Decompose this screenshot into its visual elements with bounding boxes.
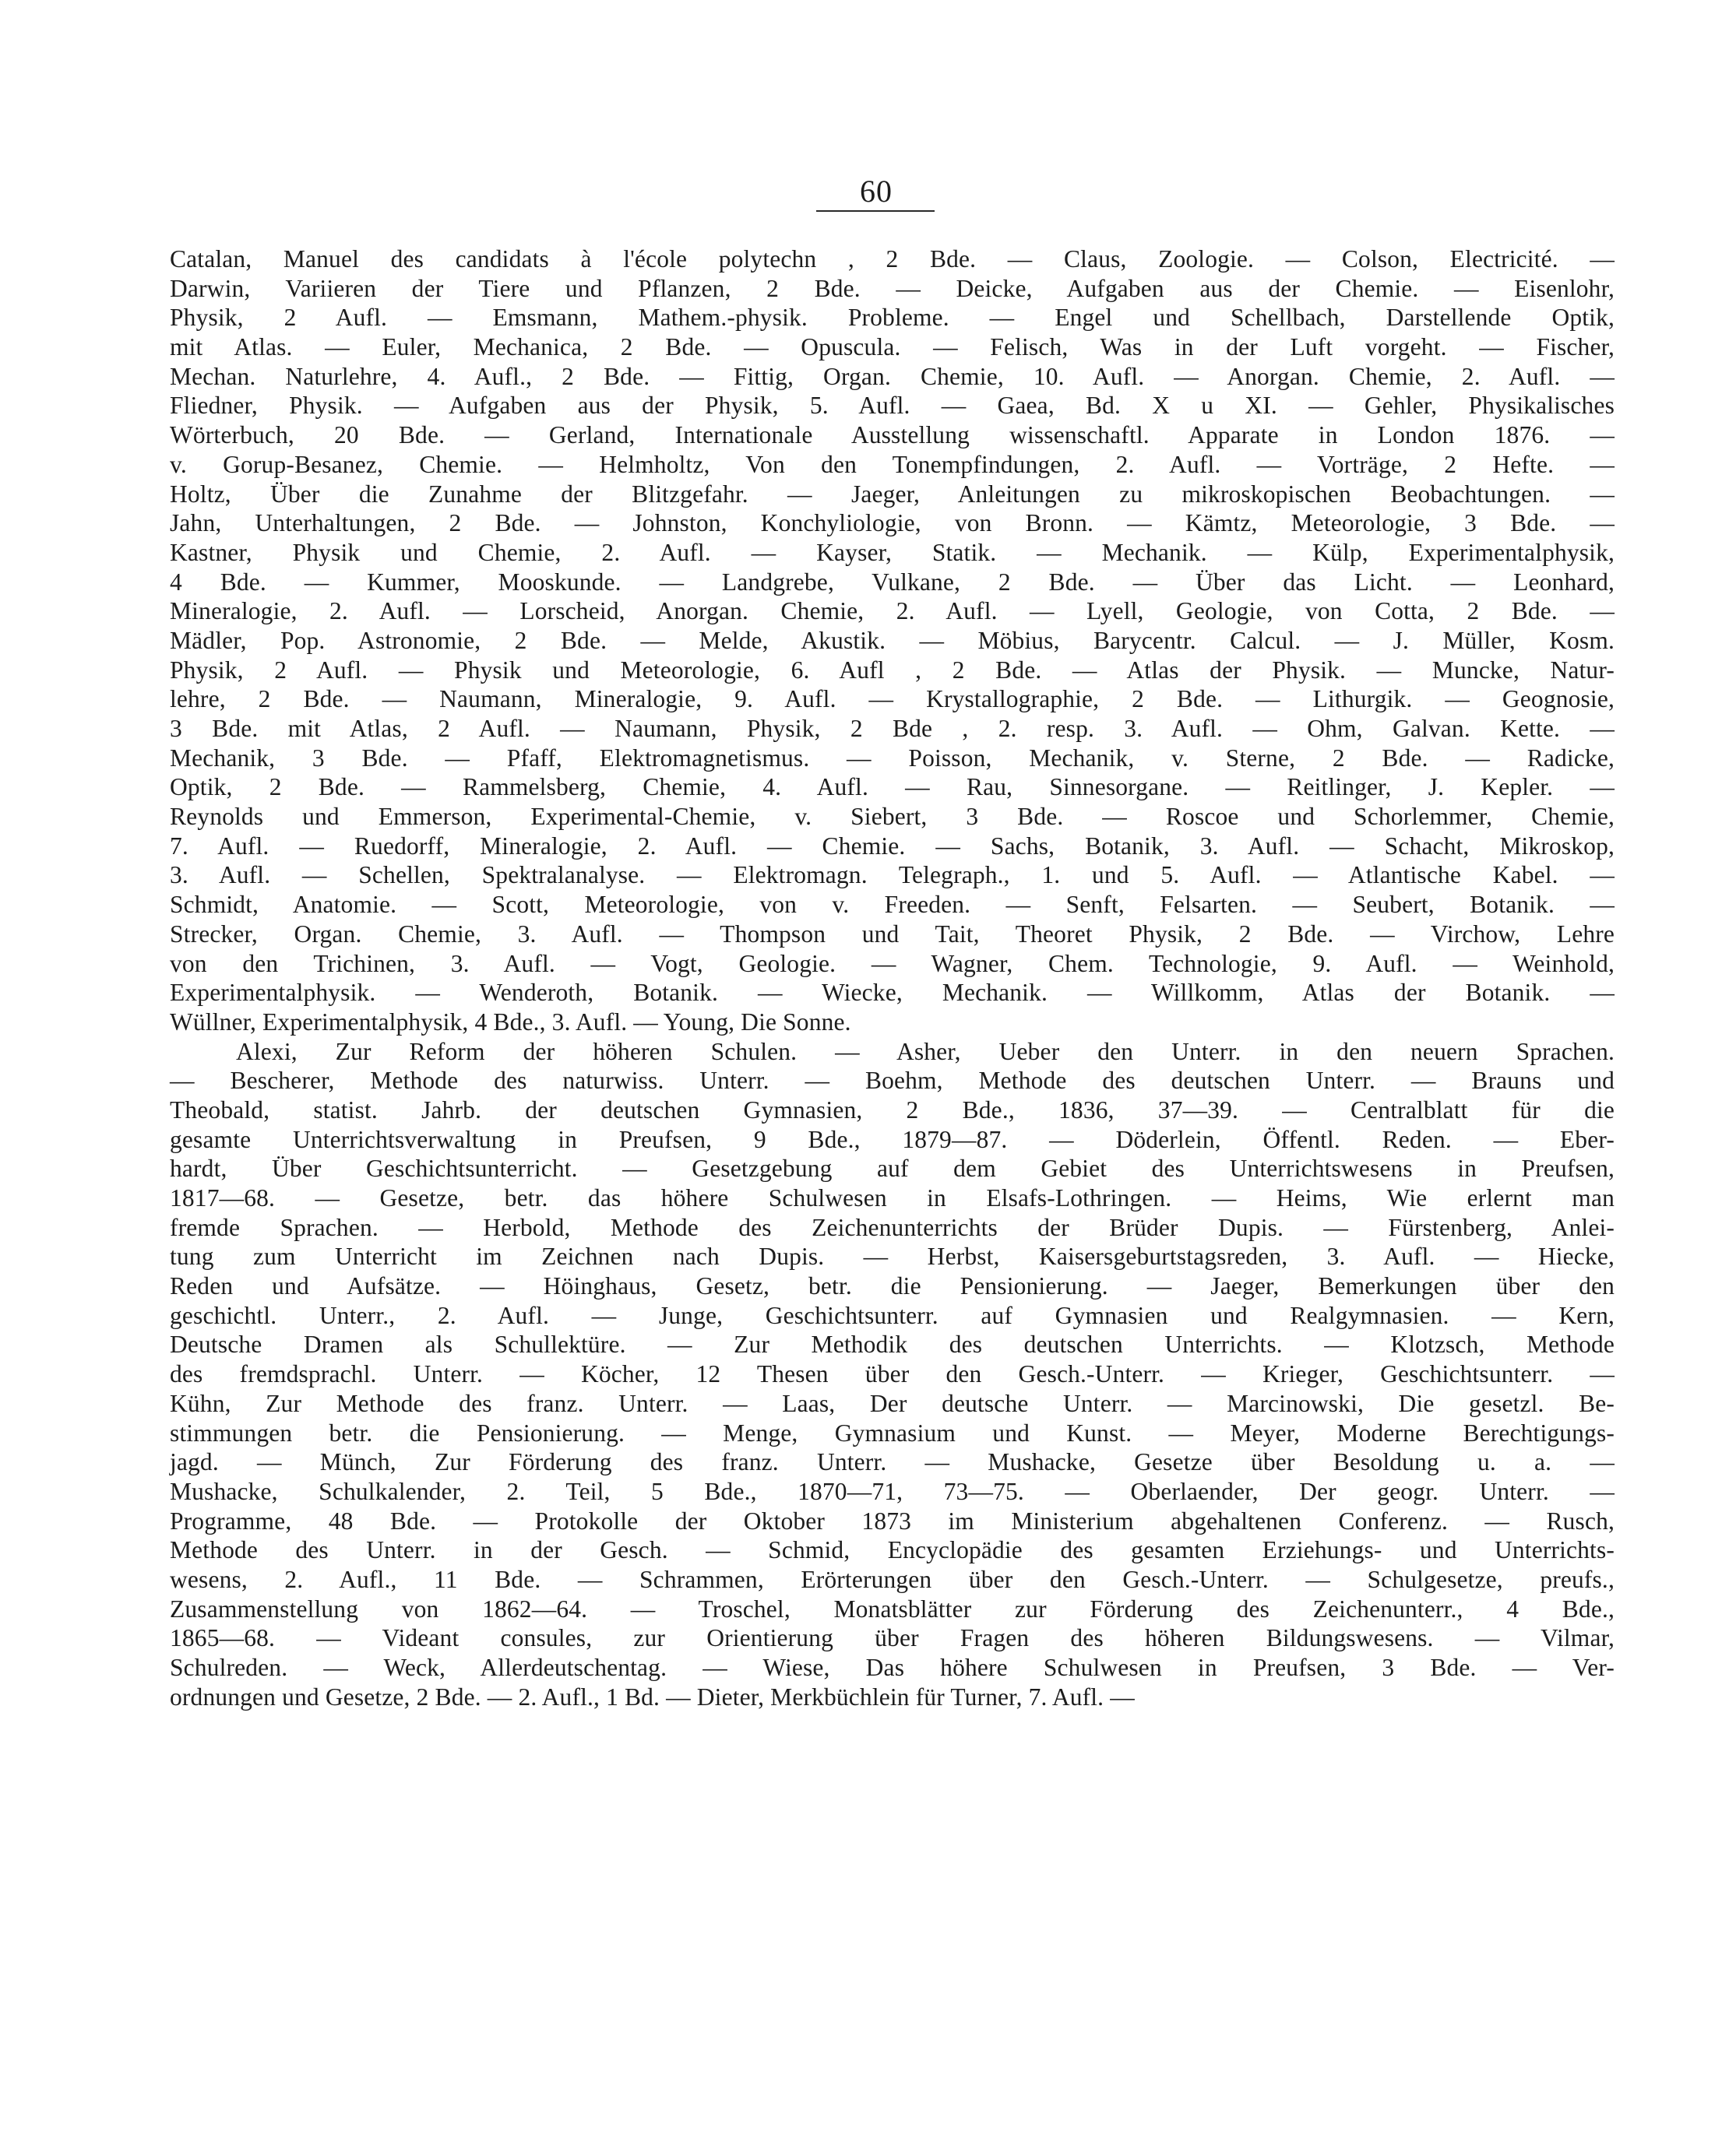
text-line: Mädler, Pop. Astronomie, 2 Bde. — Melde, Akustik. — Möbius, Barycentr. Calcul. — J. Müller, Kosm. — [170, 626, 1615, 654]
text-line: ordnungen und Gesetze, 2 Bde. — 2. Aufl., 1 Bd. — Dieter, Merkbüchlein für Turner, 7. Aufl. — — [170, 1683, 1135, 1711]
text-line: hardt, Über Geschichtsunterricht. — Gesetzgebung auf dem Gebiet des Unterrichtswesens in Preufsen, — [170, 1155, 1615, 1183]
text-line: v. Gorup-Besanez, Chemie. — Helmholtz, Von den Tonempfindungen, 2. Aufl. — Vorträge, 2 Hefte. — — [170, 450, 1615, 478]
text-line: fremde Sprachen. — Herbold, Methode des Zeichenunterrichts der Brüder Dupis. — Fürstenberg, Anlei- — [170, 1213, 1615, 1241]
text-line: von den Trichinen, 3. Aufl. — Vogt, Geologie. — Wagner, Chem. Technologie, 9. Aufl. — Weinhold, — [170, 949, 1615, 977]
text-line: tung zum Unterricht im Zeichnen nach Dupis. — Herbst, Kaisersgeburtstagsreden, 3. Aufl. — Hiecke, — [170, 1243, 1615, 1271]
text-line: lehre, 2 Bde. — Naumann, Mineralogie, 9. Aufl. — Krystallographie, 2 Bde. — Lithurgik. — Geognosie, — [170, 685, 1615, 713]
text-line: Mechan. Naturlehre, 4. Aufl., 2 Bde. — Fittig, Organ. Chemie, 10. Aufl. — Anorgan. Chemie, 2. Aufl. — — [170, 362, 1615, 390]
text-line: des fremdsprachl. Unterr. — Köcher, 12 Thesen über den Gesch.-Unterr. — Krieger, Geschichtsunterr. — — [170, 1360, 1615, 1388]
text-line: Strecker, Organ. Chemie, 3. Aufl. — Thompson und Tait, Theoret Physik, 2 Bde. — Virchow, Lehre — [170, 920, 1615, 948]
text-line: Physik, 2 Aufl. — Emsmann, Mathem.-physik. Probleme. — Engel und Schellbach, Darstellende Optik, — [170, 304, 1615, 332]
text-line: mit Atlas. — Euler, Mechanica, 2 Bde. — Opuscula. — Felisch, Was in der Luft vorgeht. — Fischer, — [170, 333, 1615, 361]
text-line: 1817—68. — Gesetze, betr. das höhere Schulwesen in Elsafs-Lothringen. — Heims, Wie erlernt man — [170, 1184, 1615, 1212]
text-line: wesens, 2. Aufl., 11 Bde. — Schrammen, Erörterungen über den Gesch.-Unterr. — Schulgesetze, preufs., — [170, 1565, 1615, 1593]
text-line: Wörterbuch, 20 Bde. — Gerland, Internationale Ausstellung wissenschaftl. Apparate in London 1876. — — [170, 421, 1615, 449]
paragraph-physics-and-science — [170, 244, 1615, 1037]
text-line: Experimentalphysik. — Wenderoth, Botanik. — Wiecke, Mechanik. — Willkomm, Atlas der Botanik. — — [170, 979, 1615, 1007]
text-line: jagd. — Münch, Zur Förderung des franz. Unterr. — Mushacke, Gesetze über Besoldung u. a. — — [170, 1448, 1615, 1476]
text-line: Optik, 2 Bde. — Rammelsberg, Chemie, 4. Aufl. — Rau, Sinnesorgane. — Reitlinger, J. Kepler. — — [170, 773, 1615, 801]
text-line: Physik, 2 Aufl. — Physik und Meteorologie, 6. Aufl , 2 Bde. — Atlas der Physik. — Muncke, Natur- — [170, 656, 1615, 684]
text-line: Catalan, Manuel des candidats à l'école polytechn , 2 Bde. — Claus, Zoologie. — Colson, Electricité. — — [170, 245, 1615, 273]
text-line: Holtz, Über die Zunahme der Blitzgefahr. — Jaeger, Anleitungen zu mikroskopischen Beobachtungen. — — [170, 480, 1615, 508]
text-line: Zusammenstellung von 1862—64. — Troschel, Monatsblätter zur Förderung des Zeichenunterr., 4 Bde., — [170, 1595, 1615, 1623]
text-line: — Bescherer, Methode des naturwiss. Unterr. — Boehm, Methode des deutschen Unterr. — Brauns und — [170, 1067, 1615, 1095]
text-line: Mineralogie, 2. Aufl. — Lorscheid, Anorgan. Chemie, 2. Aufl. — Lyell, Geologie, von Cotta, 2 Bde. — — [170, 597, 1615, 625]
text-line: Theobald, statist. Jahrb. der deutschen Gymnasien, 2 Bde., 1836, 37—39. — Centralblatt für die — [170, 1096, 1615, 1124]
text-line: Methode des Unterr. in der Gesch. — Schmid, Encyclopädie des gesamten Erziehungs- und Unterrichts- — [170, 1536, 1615, 1564]
page-number: 60 — [860, 174, 893, 209]
text-line: gesamte Unterrichtsverwaltung in Preufsen, 9 Bde., 1879—87. — Döderlein, Öffentl. Reden. — Eber- — [170, 1125, 1615, 1153]
text-line: 3. Aufl. — Schellen, Spektralanalyse. — Elektromagn. Telegraph., 1. und 5. Aufl. — Atlantische Kabel. — — [170, 861, 1615, 889]
text-line: stimmungen betr. die Pensionierung. — Menge, Gymnasium und Kunst. — Meyer, Moderne Berechtigungs- — [170, 1419, 1615, 1447]
text-line: Reden und Aufsätze. — Höinghaus, Gesetz, betr. die Pensionierung. — Jaeger, Bemerkungen über den — [170, 1272, 1615, 1300]
text-line: 3 Bde. mit Atlas, 2 Aufl. — Naumann, Physik, 2 Bde , 2. resp. 3. Aufl. — Ohm, Galvan. Kette. — — [170, 715, 1615, 742]
text-line: 1865—68. — Videant consules, zur Orientierung über Fragen des höheren Bildungswesens. — Vilmar, — [170, 1624, 1615, 1652]
text-line: Wüllner, Experimentalphysik, 4 Bde., 3. Aufl. — Young, Die Sonne. — [170, 1008, 851, 1036]
paragraph-pedagogy — [170, 1037, 1615, 1712]
text-line: Mechanik, 3 Bde. — Pfaff, Elektromagnetismus. — Poisson, Mechanik, v. Sterne, 2 Bde. — Radicke, — [170, 744, 1615, 772]
text-line: Jahn, Unterhaltungen, 2 Bde. — Johnston, Konchyliologie, von Bronn. — Kämtz, Meteorologie, 3 Bde. — — [170, 509, 1615, 537]
text-line: Fliedner, Physik. — Aufgaben aus der Physik, 5. Aufl. — Gaea, Bd. X u XI. — Gehler, Physikalisches — [170, 392, 1615, 420]
page-number-rule — [816, 210, 935, 212]
text-line: Alexi, Zur Reform der höheren Schulen. — Asher, Ueber den Unterr. in den neuern Sprachen. — [236, 1037, 1615, 1065]
text-line: Darwin, Variieren der Tiere und Pflanzen, 2 Bde. — Deicke, Aufgaben aus der Chemie. — Eisenlohr, — [170, 274, 1615, 302]
text-line: Deutsche Dramen als Schullektüre. — Zur Methodik des deutschen Unterrichts. — Klotzsch, Methode — [170, 1331, 1615, 1359]
text-line: Reynolds und Emmerson, Experimental-Chemie, v. Siebert, 3 Bde. — Roscoe und Schorlemmer, Chemie, — [170, 803, 1615, 831]
text-line: Programme, 48 Bde. — Protokolle der Oktober 1873 im Ministerium abgehaltenen Conferenz. — Rusch, — [170, 1507, 1615, 1535]
text-line: geschichtl. Unterr., 2. Aufl. — Junge, Geschichtsunterr. auf Gymnasien und Realgymnasien. — Kern, — [170, 1301, 1615, 1329]
text-line: 7. Aufl. — Ruedorff, Mineralogie, 2. Aufl. — Chemie. — Sachs, Botanik, 3. Aufl. — Schacht, Mikroskop, — [170, 832, 1615, 860]
text-line: Schulreden. — Weck, Allerdeutschentag. — Wiese, Das höhere Schulwesen in Preufsen, 3 Bde. — Ver- — [170, 1654, 1615, 1681]
text-line: Kastner, Physik und Chemie, 2. Aufl. — Kayser, Statik. — Mechanik. — Külp, Experimentalphysik, — [170, 538, 1615, 566]
text-line: Kühn, Zur Methode des franz. Unterr. — Laas, Der deutsche Unterr. — Marcinowski, Die gesetzl. Be- — [170, 1389, 1615, 1417]
text-line: 4 Bde. — Kummer, Mooskunde. — Landgrebe, Vulkane, 2 Bde. — Über das Licht. — Leonhard, — [170, 568, 1615, 596]
text-body — [170, 244, 1615, 1711]
text-line: Schmidt, Anatomie. — Scott, Meteorologie, von v. Freeden. — Senft, Felsarten. — Seubert, Botanik. — — [170, 891, 1615, 919]
text-line: Mushacke, Schulkalender, 2. Teil, 5 Bde., 1870—71, 73—75. — Oberlaender, Der geogr. Unterr. — — [170, 1477, 1615, 1505]
